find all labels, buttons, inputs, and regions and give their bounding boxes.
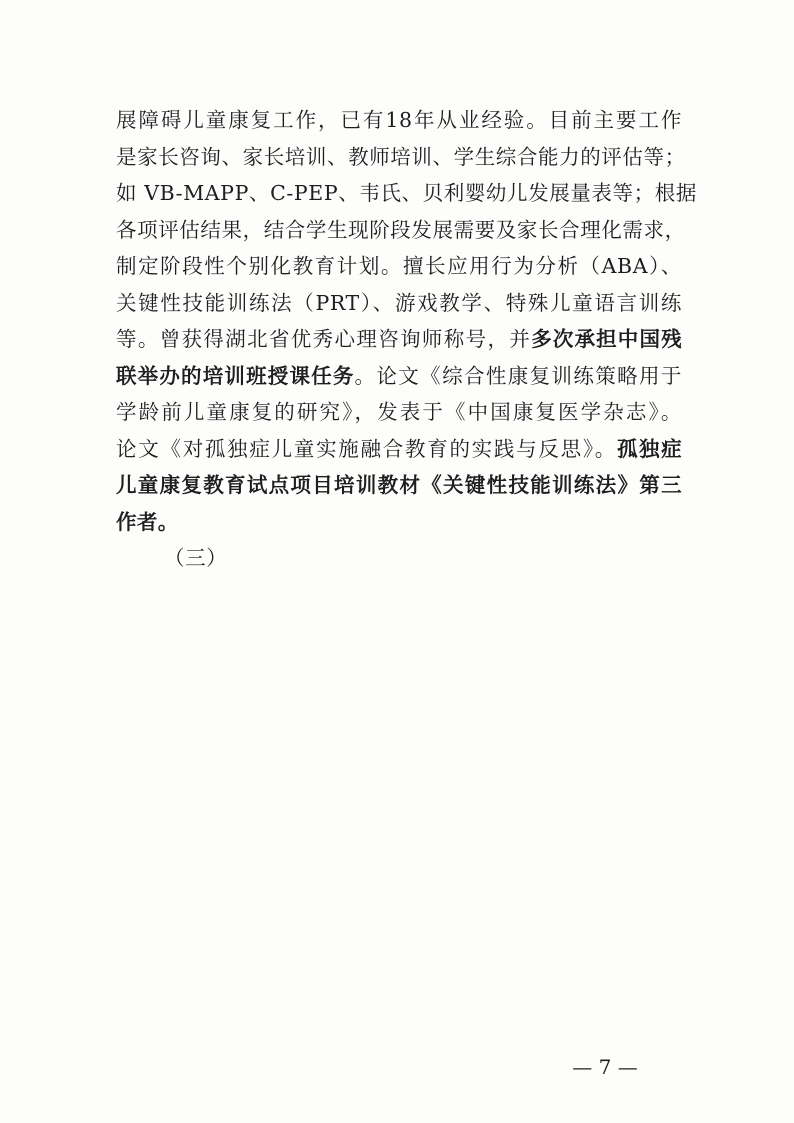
text-line bbox=[116, 175, 697, 212]
text-segment: 如 VB-MAPP、C-PEP、韦氏、贝利婴幼儿发展量表等；根据 bbox=[116, 181, 697, 205]
text-line bbox=[116, 212, 686, 249]
text-line bbox=[116, 394, 682, 431]
text-line bbox=[116, 358, 682, 395]
text-segment: 学龄前儿童康复的研究》，发表于《中国康复医学杂志》。 bbox=[116, 400, 682, 424]
text-segment: 关键性技能训练法（PRT）、游戏教学、特殊儿童语言训练 bbox=[116, 290, 682, 315]
text-line bbox=[116, 540, 682, 577]
text-segment: 制定阶段性个别化教育计划。擅长应用行为分析（ABA）、 bbox=[116, 254, 682, 278]
text-segment: 。论文《综合性康复训练策略用于 bbox=[354, 363, 683, 388]
text-segment: 展障碍儿童康复工作，已有18年从业经验。目前主要工作 bbox=[116, 108, 682, 132]
text-segment: 论文《对孤独症儿童实施融合教育的实践与反思》。 bbox=[116, 436, 618, 461]
bold-text-segment: 多次承担中国残 bbox=[531, 327, 682, 351]
body-text bbox=[116, 102, 697, 577]
bold-text-segment: 联举办的培训班授课任务 bbox=[116, 363, 355, 388]
text-line bbox=[116, 248, 682, 285]
text-line bbox=[116, 139, 686, 176]
text-line bbox=[116, 102, 682, 139]
page-number: — 7 — bbox=[572, 1055, 638, 1079]
text-segment: 等。曾获得湖北省优秀心理咨询师称号，并 bbox=[116, 327, 532, 351]
text-line bbox=[116, 285, 682, 322]
text-line bbox=[116, 321, 682, 358]
text-line bbox=[116, 467, 682, 504]
text-line bbox=[116, 431, 682, 468]
bold-text-segment: 孤独症 bbox=[617, 436, 682, 461]
bold-text-segment: 儿童康复教育试点项目培训教材《关键性技能训练法》第三 bbox=[116, 473, 682, 497]
text-segment: （三） bbox=[164, 546, 228, 570]
text-segment: 各项评估结果，结合学生现阶段发展需要及家长合理化需求， bbox=[116, 217, 686, 242]
text-line bbox=[116, 504, 682, 541]
bold-text-segment: 作者。 bbox=[116, 509, 179, 534]
text-segment: 是家长咨询、家长培训、教师培训、学生综合能力的评估等； bbox=[116, 144, 686, 169]
